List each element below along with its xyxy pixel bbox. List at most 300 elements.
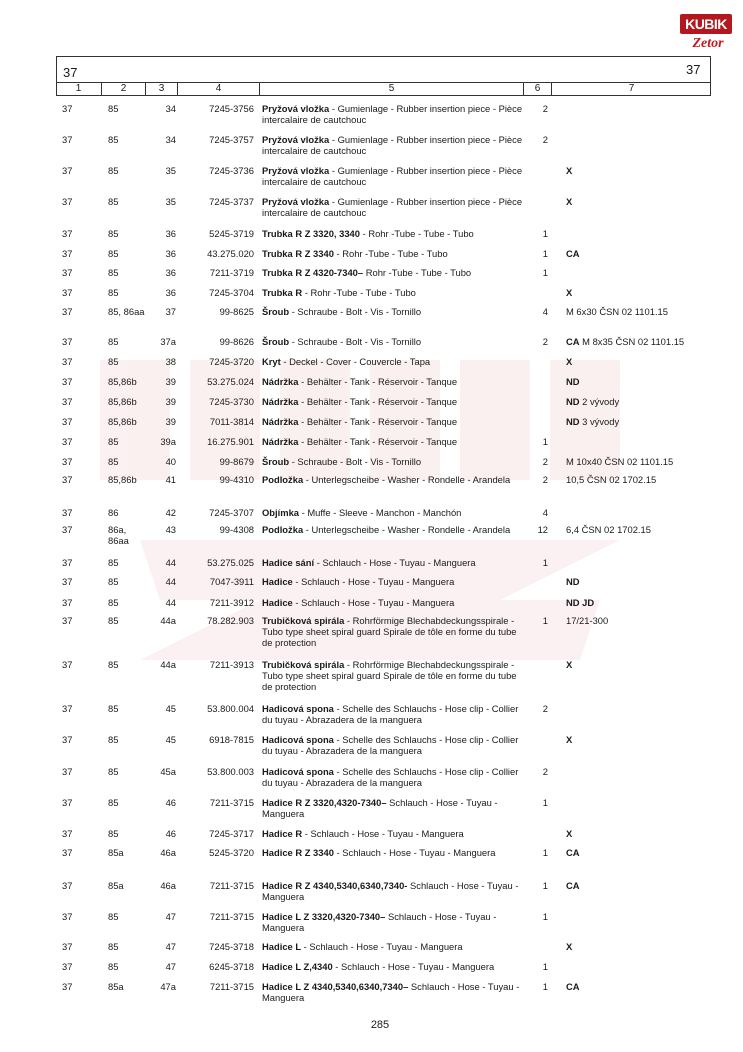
part-translations: - Behälter - Tank - Réservoir - Tanque — [298, 416, 458, 427]
note-text: M 10x40 ČSN 02 1101.15 — [566, 456, 674, 467]
cell-position: 44 — [165, 576, 176, 587]
cell-figure: 85 — [108, 797, 119, 808]
part-name: Hadicová spona — [262, 766, 334, 777]
cell-note — [566, 828, 572, 839]
part-translations: - Schelle des Schlauchs - Hose clip - Collier du tuyau - Abrazadera de la manguera — [262, 734, 519, 756]
cell-part-number: 7245-3736 — [209, 165, 254, 176]
cell-figure: 85 — [108, 557, 119, 568]
cell-part-number: 6245-3718 — [209, 961, 254, 972]
cell-section: 37 — [62, 615, 73, 626]
cell-note — [566, 416, 619, 427]
cell-description — [262, 766, 524, 788]
cell-figure: 85 — [108, 456, 119, 467]
cell-section: 37 — [62, 248, 73, 259]
cell-part-number: 99-8679 — [219, 456, 254, 467]
note-code: CA — [566, 248, 580, 259]
cell-quantity: 2 — [542, 456, 548, 467]
part-name: Hadice R — [262, 828, 303, 839]
cell-figure: 86a, 86aa — [108, 524, 129, 546]
cell-figure: 85a — [108, 847, 124, 858]
part-translations: - Schlauch - Hose - Tuyau - Manguera — [292, 576, 455, 587]
cell-position: 37 — [165, 306, 176, 317]
cell-section: 37 — [62, 911, 73, 922]
cell-figure: 85, 86aa — [108, 306, 145, 317]
note-text: 17/21-300 — [566, 615, 609, 626]
cell-description — [262, 416, 524, 427]
part-name: Šroub — [262, 336, 290, 347]
cell-figure: 85 — [108, 436, 119, 447]
cell-section: 37 — [62, 165, 73, 176]
cell-section: 37 — [62, 306, 73, 317]
cell-part-number: 7245-3707 — [209, 507, 254, 518]
part-translations: - Schlauch - Hose - Tuyau - Manguera — [301, 941, 463, 952]
part-translations: - Rohrförmige Blechabdeckungsspirale - Tubo type sheet spiral guard Spirale de tôle en forme du tube de protection — [262, 615, 517, 648]
cell-position: 47 — [165, 941, 176, 952]
note-code: ND — [566, 416, 580, 427]
part-name: Nádržka — [262, 376, 299, 387]
cell-description — [262, 103, 524, 125]
cell-part-number: 7245-3704 — [209, 287, 254, 298]
cell-position: 36 — [165, 248, 176, 259]
part-name: Hadice sání — [262, 557, 315, 568]
note-code: X — [566, 196, 573, 207]
cell-part-number: 7245-3737 — [209, 196, 254, 207]
cell-note — [566, 576, 580, 587]
cell-position: 45 — [165, 734, 176, 745]
part-translations: - Rohr -Tube - Tube - Tubo — [333, 248, 448, 259]
part-translations: - Schraube - Bolt - Vis - Tornillo — [289, 456, 422, 467]
cell-part-number: 7211-3715 — [209, 981, 254, 992]
cell-quantity: 1 — [542, 911, 548, 922]
cell-description — [262, 981, 524, 1003]
note-code: ND JD — [566, 597, 595, 608]
column-header-5: 5 — [260, 82, 524, 96]
cell-note — [566, 615, 608, 626]
cell-description — [262, 524, 524, 535]
cell-description — [262, 196, 524, 218]
cell-quantity: 2 — [542, 336, 548, 347]
note-code: CA — [566, 847, 580, 858]
part-name: Trubka R Z 3340 — [262, 248, 334, 259]
cell-quantity: 1 — [542, 248, 548, 259]
cell-position: 35 — [165, 165, 176, 176]
cell-description — [262, 134, 524, 156]
cell-section: 37 — [62, 134, 73, 145]
cell-figure: 85 — [108, 828, 119, 839]
cell-position: 44a — [160, 615, 176, 626]
cell-position: 46 — [165, 797, 176, 808]
cell-part-number: 7211-3715 — [209, 797, 254, 808]
note-text: M 6x30 ČSN 02 1101.15 — [566, 306, 668, 317]
part-translations: - Unterlegscheibe - Washer - Rondelle - Arandela — [303, 474, 511, 485]
part-translations: - Gumienlage - Rubber insertion piece - Pièce intercalaire de cautchouc — [262, 103, 523, 125]
cell-position: 39 — [165, 376, 176, 387]
cell-figure: 85 — [108, 228, 119, 239]
cell-part-number: 6918-7815 — [209, 734, 254, 745]
cell-position: 36 — [165, 228, 176, 239]
cell-part-number: 7245-3730 — [209, 396, 254, 407]
section-number-right: 37 — [686, 62, 701, 77]
cell-position: 46 — [165, 828, 176, 839]
cell-note — [566, 287, 572, 298]
cell-note — [566, 880, 580, 891]
note-code: CA — [566, 880, 580, 891]
part-name: Hadice R Z 3320,4320-7340– — [262, 797, 387, 808]
cell-description — [262, 436, 524, 447]
note-code: ND — [566, 396, 580, 407]
part-translations: - Rohr -Tube - Tube - Tubo — [359, 228, 474, 239]
cell-figure: 85a — [108, 981, 124, 992]
cell-position: 47 — [165, 911, 176, 922]
part-translations: - Schlauch - Hose - Tuyau - Manguera — [302, 828, 464, 839]
cell-description — [262, 797, 524, 819]
part-translations: Schlauch - Hose - Tuyau - Manguera — [262, 880, 519, 902]
note-code: X — [566, 734, 573, 745]
cell-section: 37 — [62, 456, 73, 467]
part-name: Trubka R Z 3320, 3340 — [262, 228, 360, 239]
cell-part-number: 16.275.901 — [207, 436, 254, 447]
cell-section: 37 — [62, 597, 73, 608]
cell-quantity: 2 — [542, 766, 548, 777]
column-header-6: 6 — [524, 82, 552, 96]
cell-figure: 86 — [108, 507, 119, 518]
cell-description — [262, 306, 524, 317]
cell-section: 37 — [62, 376, 73, 387]
cell-description — [262, 507, 524, 518]
page-number: 285 — [370, 1019, 390, 1031]
cell-position: 37a — [160, 336, 176, 347]
part-name: Hadice L Z 3320,4320-7340– — [262, 911, 386, 922]
column-header-7: 7 — [628, 83, 635, 94]
cell-position: 34 — [165, 103, 176, 114]
note-text: M 8x35 ČSN 02 1101.15 — [579, 336, 685, 347]
cell-section: 37 — [62, 356, 73, 367]
cell-section: 37 — [62, 766, 73, 777]
cell-description — [262, 597, 524, 608]
cell-part-number: 7211-3715 — [209, 911, 254, 922]
cell-note — [566, 981, 580, 992]
part-translations: - Schraube - Bolt - Vis - Tornillo — [289, 306, 422, 317]
cell-position: 40 — [165, 456, 176, 467]
note-code: X — [566, 941, 573, 952]
part-name: Objímka — [262, 507, 299, 518]
cell-quantity: 1 — [542, 797, 548, 808]
cell-figure: 85 — [108, 961, 119, 972]
column-header-3: 3 — [146, 82, 178, 96]
part-translations: - Unterlegscheibe - Washer - Rondelle - Arandela — [303, 524, 511, 535]
part-name: Pryžová vložka — [262, 165, 330, 176]
cell-description — [262, 336, 524, 347]
cell-position: 41 — [165, 474, 176, 485]
logo — [680, 14, 732, 56]
note-code: X — [566, 287, 573, 298]
part-name: Hadice — [262, 576, 293, 587]
cell-section: 37 — [62, 336, 73, 347]
cell-quantity: 2 — [542, 103, 548, 114]
cell-position: 46a — [160, 847, 176, 858]
cell-description — [262, 659, 524, 692]
cell-description — [262, 703, 524, 725]
cell-description — [262, 376, 524, 387]
part-name: Šroub — [262, 456, 290, 467]
part-translations: - Gumienlage - Rubber insertion piece - Pièce intercalaire de cautchouc — [262, 196, 523, 218]
cell-note — [566, 336, 684, 347]
part-translations: Rohr -Tube - Tube - Tubo — [363, 267, 472, 278]
cell-description — [262, 911, 524, 933]
cell-part-number: 7245-3720 — [209, 356, 254, 367]
cell-section: 37 — [62, 576, 73, 587]
cell-position: 34 — [165, 134, 176, 145]
cell-description — [262, 267, 524, 278]
cell-position: 43 — [165, 524, 176, 535]
cell-description — [262, 576, 524, 587]
part-name: Hadice R Z 3340 — [262, 847, 334, 858]
part-translations: - Muffe - Sleeve - Manchon - Manchón — [299, 507, 462, 518]
part-translations: - Rohrförmige Blechabdeckungsspirale - Tubo type sheet spiral guard Spirale de tôle en forme du tube de protection — [262, 659, 517, 692]
cell-section: 37 — [62, 961, 73, 972]
cell-quantity: 1 — [542, 981, 548, 992]
cell-part-number: 99-8625 — [219, 306, 254, 317]
part-translations: - Schlauch - Hose - Tuyau - Manguera — [333, 847, 496, 858]
part-name: Nádržka — [262, 436, 299, 447]
cell-section: 37 — [62, 267, 73, 278]
cell-position: 38 — [165, 356, 176, 367]
cell-figure: 85,86b — [108, 474, 137, 485]
cell-figure: 85a — [108, 880, 124, 891]
cell-note — [566, 847, 580, 858]
cell-part-number: 53.275.024 — [207, 376, 254, 387]
cell-part-number: 53.275.025 — [207, 557, 254, 568]
cell-figure: 85,86b — [108, 416, 137, 427]
cell-figure: 85 — [108, 703, 119, 714]
cell-section: 37 — [62, 557, 73, 568]
cell-part-number: 43.275.020 — [207, 248, 254, 259]
cell-description — [262, 248, 524, 259]
cell-note — [566, 941, 572, 952]
cell-position: 39a — [160, 436, 176, 447]
cell-figure: 85,86b — [108, 396, 137, 407]
note-code: ND — [566, 376, 580, 387]
cell-figure: 85 — [108, 911, 119, 922]
part-name: Hadice R Z 4340,5340,6340,7340- — [262, 880, 408, 891]
cell-position: 47 — [165, 961, 176, 972]
cell-part-number: 7211-3913 — [209, 659, 254, 670]
cell-note — [566, 396, 619, 407]
part-name: Trubičková spirála — [262, 659, 345, 670]
cell-part-number: 53.800.003 — [207, 766, 254, 777]
cell-description — [262, 228, 524, 239]
cell-position: 39 — [165, 396, 176, 407]
part-name: Kryt — [262, 356, 281, 367]
cell-part-number: 7245-3756 — [209, 103, 254, 114]
cell-figure: 85 — [108, 766, 119, 777]
cell-section: 37 — [62, 228, 73, 239]
note-code: CA — [566, 981, 580, 992]
cell-section: 37 — [62, 941, 73, 952]
part-translations: - Schraube - Bolt - Vis - Tornillo — [289, 336, 422, 347]
note-code: X — [566, 356, 573, 367]
part-name: Šroub — [262, 306, 290, 317]
part-translations: - Schelle des Schlauchs - Hose clip - Collier du tuyau - Abrazadera de la manguera — [262, 703, 519, 725]
cell-description — [262, 165, 524, 187]
cell-quantity: 1 — [542, 961, 548, 972]
note-text: 3 vývody — [579, 416, 620, 427]
cell-figure: 85 — [108, 103, 119, 114]
cell-description — [262, 287, 524, 298]
cell-part-number: 99-4310 — [219, 474, 254, 485]
cell-note — [566, 165, 572, 176]
part-translations: Schlauch - Hose - Tuyau - Manguera — [262, 797, 498, 819]
cell-note — [566, 734, 572, 745]
note-code: X — [566, 165, 573, 176]
cell-quantity: 4 — [542, 306, 548, 317]
cell-figure: 85 — [108, 597, 119, 608]
cell-section: 37 — [62, 196, 73, 207]
cell-description — [262, 396, 524, 407]
cell-section: 37 — [62, 474, 73, 485]
cell-position: 39 — [165, 416, 176, 427]
cell-section: 37 — [62, 103, 73, 114]
cell-note — [566, 196, 572, 207]
cell-part-number: 7245-3718 — [209, 941, 254, 952]
cell-note — [566, 306, 668, 317]
note-code: X — [566, 659, 573, 670]
part-translations: Schlauch - Hose - Tuyau - Manguera — [262, 911, 497, 933]
cell-note — [566, 248, 580, 259]
part-name: Hadicová spona — [262, 703, 334, 714]
cell-position: 46a — [160, 880, 176, 891]
cell-position: 35 — [165, 196, 176, 207]
part-name: Podložka — [262, 474, 304, 485]
cell-note — [566, 356, 572, 367]
cell-figure: 85 — [108, 356, 119, 367]
cell-note — [566, 474, 656, 485]
cell-figure: 85 — [108, 248, 119, 259]
cell-description — [262, 734, 524, 756]
cell-quantity: 1 — [542, 615, 548, 626]
part-name: Nádržka — [262, 396, 299, 407]
note-code: X — [566, 828, 573, 839]
part-name: Hadice — [262, 597, 293, 608]
cell-part-number: 7211-3715 — [209, 880, 254, 891]
logo-kubik: KUBIK — [680, 14, 732, 34]
cell-description — [262, 847, 524, 858]
cell-note — [566, 376, 580, 387]
part-name: Hadice L Z 4340,5340,6340,7340– — [262, 981, 409, 992]
cell-part-number: 7245-3717 — [209, 828, 254, 839]
cell-figure: 85 — [108, 734, 119, 745]
cell-quantity: 1 — [542, 880, 548, 891]
cell-figure: 85 — [108, 336, 119, 347]
part-name: Pryžová vložka — [262, 196, 330, 207]
cell-section: 37 — [62, 828, 73, 839]
cell-position: 42 — [165, 507, 176, 518]
cell-position: 44 — [165, 597, 176, 608]
cell-quantity: 1 — [542, 847, 548, 858]
part-name: Hadice L — [262, 941, 302, 952]
note-text: 6,4 ČSN 02 1702.15 — [566, 524, 651, 535]
column-header-2: 2 — [102, 82, 146, 96]
part-translations: - Deckel - Cover - Couvercle - Tapa — [280, 356, 431, 367]
cell-figure: 85 — [108, 165, 119, 176]
logo-zetor: Zetor — [692, 36, 724, 51]
cell-quantity: 2 — [542, 134, 548, 145]
cell-description — [262, 474, 524, 485]
cell-figure: 85 — [108, 134, 119, 145]
cell-part-number: 78.282.903 — [207, 615, 254, 626]
cell-figure: 85 — [108, 196, 119, 207]
part-translations: - Rohr -Tube - Tube - Tubo — [302, 287, 416, 298]
cell-note — [566, 524, 651, 535]
cell-section: 37 — [62, 797, 73, 808]
cell-part-number: 7011-3814 — [209, 416, 254, 427]
cell-description — [262, 941, 524, 952]
cell-quantity: 1 — [542, 436, 548, 447]
part-name: Pryžová vložka — [262, 134, 330, 145]
cell-quantity: 2 — [542, 474, 548, 485]
cell-description — [262, 880, 524, 902]
cell-position: 45 — [165, 703, 176, 714]
part-name: Trubka R — [262, 287, 303, 298]
cell-part-number: 5245-3719 — [209, 228, 254, 239]
part-translations: - Behälter - Tank - Réservoir - Tanque — [298, 396, 458, 407]
cell-part-number: 99-8626 — [219, 336, 254, 347]
cell-part-number: 7245-3757 — [209, 134, 254, 145]
cell-part-number: 53.800.004 — [207, 703, 254, 714]
note-text: 2 vývody — [579, 396, 620, 407]
part-name: Trubka R Z 4320-7340– — [262, 267, 364, 278]
cell-section: 37 — [62, 507, 73, 518]
cell-quantity: 1 — [542, 267, 548, 278]
cell-part-number: 7211-3912 — [209, 597, 254, 608]
cell-quantity: 4 — [542, 507, 548, 518]
part-name: Hadicová spona — [262, 734, 334, 745]
part-translations: - Schlauch - Hose - Tuyau - Manguera — [292, 597, 455, 608]
cell-part-number: 7211-3719 — [209, 267, 254, 278]
cell-description — [262, 356, 524, 367]
cell-position: 47a — [160, 981, 176, 992]
cell-figure: 85 — [108, 941, 119, 952]
cell-figure: 85 — [108, 659, 119, 670]
part-translations: - Gumienlage - Rubber insertion piece - Pièce intercalaire de cautchouc — [262, 134, 523, 156]
column-header-1: 1 — [56, 82, 102, 96]
cell-section: 37 — [62, 436, 73, 447]
cell-description — [262, 828, 524, 839]
cell-quantity: 2 — [542, 703, 548, 714]
cell-quantity: 1 — [542, 228, 548, 239]
section-number-left: 37 — [63, 65, 78, 80]
part-translations: - Schlauch - Hose - Tuyau - Manguera — [332, 961, 495, 972]
part-name: Pryžová vložka — [262, 103, 330, 114]
part-translations: - Behälter - Tank - Réservoir - Tanque — [298, 436, 458, 447]
cell-description — [262, 615, 524, 648]
cell-position: 36 — [165, 287, 176, 298]
part-name: Trubičková spirála — [262, 615, 345, 626]
part-translations: - Schelle des Schlauchs - Hose clip - Collier du tuyau - Abrazadera de la manguera — [262, 766, 519, 788]
cell-figure: 85 — [108, 267, 119, 278]
cell-note — [566, 659, 572, 670]
cell-note — [566, 597, 594, 608]
cell-figure: 85,86b — [108, 376, 137, 387]
cell-figure: 85 — [108, 615, 119, 626]
note-code: CA — [566, 336, 580, 347]
cell-figure: 85 — [108, 576, 119, 587]
cell-part-number: 99-4308 — [219, 524, 254, 535]
cell-position: 45a — [160, 766, 176, 777]
cell-section: 37 — [62, 880, 73, 891]
part-name: Podložka — [262, 524, 304, 535]
cell-section: 37 — [62, 416, 73, 427]
